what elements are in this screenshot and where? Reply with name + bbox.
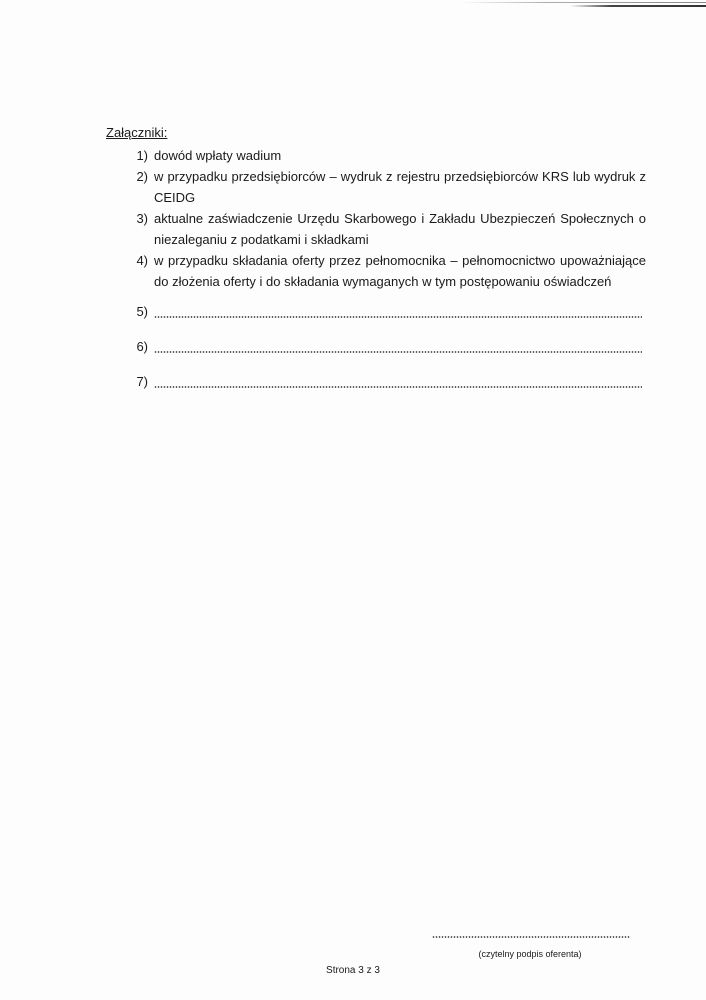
attachment-item <box>106 208 646 250</box>
scan-edge-mark <box>460 0 706 8</box>
page-number: Strona 3 z 3 <box>326 965 380 976</box>
attachment-number: 5) <box>136 304 148 319</box>
blank-attachment-item <box>106 302 646 337</box>
attachment-number: 4) <box>136 253 148 268</box>
attachment-item <box>106 145 646 166</box>
attachments-list <box>106 145 646 292</box>
signature-dotted-line <box>432 936 630 938</box>
scan-edge-line <box>460 2 706 3</box>
attachments-section <box>106 124 646 407</box>
blank-attachments-list <box>106 302 646 407</box>
dotted-fill-line <box>148 372 646 407</box>
attachment-text: w przypadku przedsiębiorców – wydruk z rejestru przedsiębiorców KRS lub wydruk z CEIDG <box>154 169 646 205</box>
attachment-number: 1) <box>136 148 148 163</box>
signature-caption: (czytelny podpis oferenta) <box>478 949 582 959</box>
attachment-text: dowód wpłaty wadium <box>154 148 282 163</box>
dotted-fill-line <box>148 302 646 337</box>
signature-block <box>430 936 630 960</box>
blank-attachment-item <box>106 372 646 407</box>
attachment-text: w przypadku składania oferty przez pełnomocnika – pełnomocnictwo upoważniające do złożenia oferty i do składania wymaganych w tym postępowaniu oświadczeń <box>154 253 646 289</box>
attachment-item <box>106 166 646 208</box>
dotted-fill-line <box>148 337 646 372</box>
attachment-number: 2) <box>136 169 148 184</box>
attachments-title: Załączniki: <box>106 125 168 140</box>
scan-edge-line <box>570 5 706 7</box>
attachment-number: 3) <box>136 211 148 226</box>
blank-attachment-item <box>106 337 646 372</box>
attachment-text: aktualne zaświadczenie Urzędu Skarbowego i Zakładu Ubezpieczeń Społecznych o niezaleganiu z podatkami i składkami <box>154 211 646 247</box>
attachment-item <box>106 250 646 292</box>
attachment-number: 7) <box>136 374 148 389</box>
attachment-number: 6) <box>136 339 148 354</box>
